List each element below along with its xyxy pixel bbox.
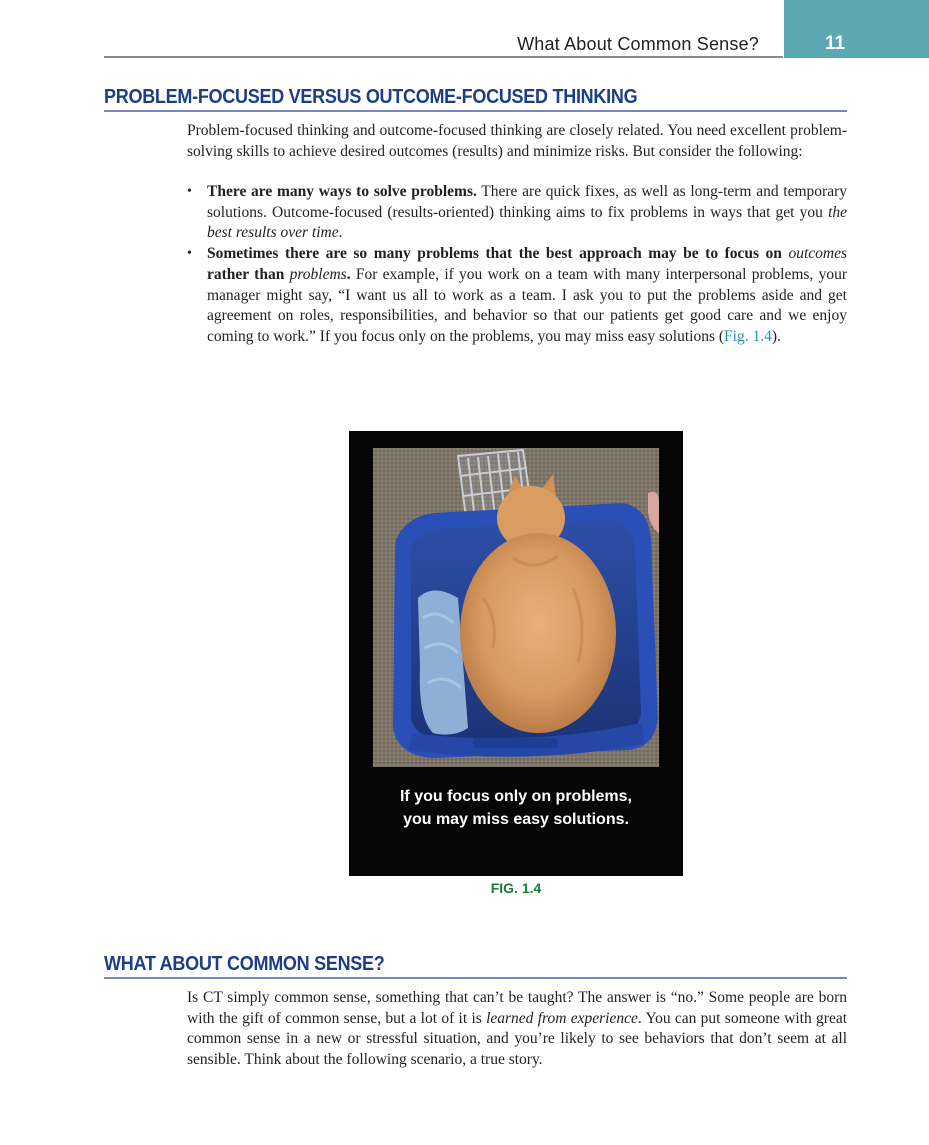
figure-inner-caption: [349, 785, 683, 831]
running-head-title: What About Common Sense?: [517, 34, 759, 54]
bullet-icon: •: [187, 246, 192, 262]
bullet-text: For example, if you work on a team with many interpersonal problems, your manager might say, “I want us all to work as a team. I ask you to put the problems aside and get agreement on roles, responsibilities, and behavior so that our patients get good care and we enjoy coming to work.” If you focus only on the problems, you may miss easy solutions (: [207, 265, 847, 345]
common-sense-paragraph: [187, 988, 847, 1071]
list-item: [187, 182, 847, 244]
paragraph-text: . You can put someone with great common sense in a new or stressful situation, and you’re likely to see behaviors that don’t seem at all sensible. Think about the following scenario, a true story.: [187, 1009, 848, 1069]
bullet-lead: .: [346, 265, 351, 283]
intro-paragraph: Problem-focused thinking and outcome-focused thinking are closely related. You need excellent problem-solving skills to achieve desired outcomes (results) and minimize risks. But consider the following:: [187, 122, 847, 160]
bullet-end: ).: [771, 327, 781, 345]
bullet-emphasis: the best results over time: [207, 203, 847, 242]
running-head-rule: [104, 56, 783, 58]
bullet-emphasis: outcomes: [788, 245, 847, 263]
figure-1-4: [349, 431, 683, 876]
figure-label: FIG. 1.4: [490, 880, 542, 896]
bullet-icon: •: [187, 184, 192, 199]
bullet-text: There are quick fixes, as well as long-term and temporary solutions. Outcome-focused (results-oriented) thinking aims to fix problems in ways that get you: [207, 183, 847, 221]
section-rule: [104, 110, 847, 112]
page-number: 11: [825, 33, 846, 54]
bullet-emphasis: problems: [289, 265, 347, 283]
paragraph-text: Is CT simply common sense, something that can’t be taught? The answer is “no.” Some people are born with the gift of common sense, but a lot of it is: [187, 989, 847, 1027]
section-heading-problem-vs-outcome: PROBLEM-FOCUSED VERSUS OUTCOME-FOCUSED THINKING: [104, 86, 638, 108]
figure-caption-line: If you focus only on problems,: [399, 788, 632, 805]
bullet-list: [187, 182, 847, 348]
section-heading-common-sense: WHAT ABOUT COMMON SENSE?: [104, 953, 385, 975]
figure-link[interactable]: Fig. 1.4: [724, 327, 772, 345]
bullet-lead: rather than: [207, 265, 290, 283]
figure-caption-line: you may miss easy solutions.: [403, 811, 629, 828]
bullet-lead: There are many ways to solve problems.: [207, 183, 477, 200]
paragraph-emphasis: learned from experience: [486, 1009, 638, 1027]
page-number-tab: [784, 0, 929, 58]
cat-in-carrier-photo: [373, 448, 659, 767]
bullet-end: .: [338, 224, 343, 242]
section-rule: [104, 977, 847, 979]
list-item: [187, 244, 847, 348]
bullet-lead: Sometimes there are so many problems that the best approach may be to focus on: [207, 245, 789, 263]
